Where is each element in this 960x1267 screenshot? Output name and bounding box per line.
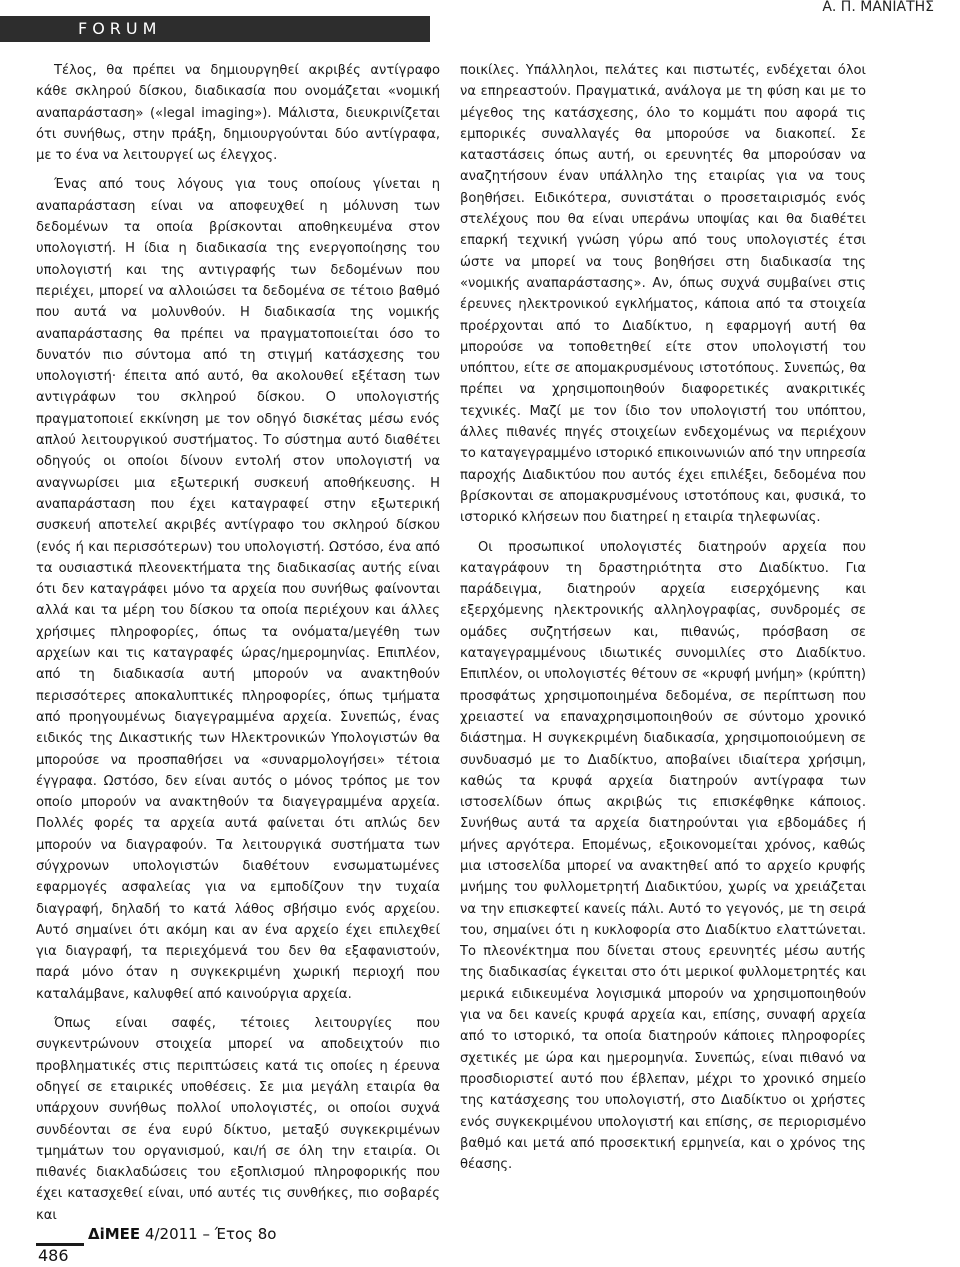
journal-name: ΔiΜΕΕ (88, 1225, 141, 1243)
paragraph: Οι προσωπικοί υπολογιστές διατηρούν αρχεία που καταγράφουν τη δραστηριότητα στο Διαδίκτυο. Για παράδειγμα, διατηρούν αρχεία εισερχόμενης και εξερχόμενης ηλεκτρονικής αλληλογραφίας, συνδρομές σε ομάδες συζητήσεων και, πιθανώς, πρόσβαση σε καταγεγραμμένους ιδιωτικές συνομιλίες στο Διαδίκτυο. Επιπλέον, οι υπολογιστές θέτουν σε «κρυφή μνήμη» (κρύπτη) προσφάτως χρησιμοποιημένα δεδομένα, σε περίπτωση που χρειαστεί να επαναχρησιμοποιηθούν σε σύντομο χρονικό διάστημα. Η συγκεκριμένη διαδικασία, χρησιμοποιούμενη σε συνδυασμό με το Διαδίκτυο, αποβαίνει ιδιαίτερα χρήσιμη, καθώς τα κρυφά αρχεία διατηρούν αντίγραφα των ιστοσελίδων όπως ακριβώς τις επισκέφθηκε κάποιος. Συνήθως αυτά τα αρχεία διατηρούνται για εβδομάδες ή μήνες αργότερα. Επομένως, εξοικονομείται χρόνος, καθώς μια ιστοσελίδα μπορεί να ανακτηθεί από το αρχείο κρυφής μνήμης του φυλλομετρητή Διαδικτύου, χωρίς να χρειάζεται να την επισκεφτεί κανείς πάλι. Αυτό το γεγονός, με τη σειρά του, σημαίνει ότι η κυκλοφορία στο Διαδίκτυο ελαττώνεται. Το πλεονέκτημα που δίνεται στους ερευνητές μέσω αυτής της διαδικασίας έγκειται στο ότι μερικοί φυλλομετρητές και μερικά ειδικευμένα λογισμικά μπορούν να χρησιμοποιηθούν για να δει κανείς κρυφά αρχεία και, επίσης, συναφή αρχεία από το ιστορικό, τα οποία διατηρούν κάποιες πληροφορίες σχετικές με ώρα και ημερομηνία. Συνεπώς, είναι πιθανό να προσδιοριστεί αυτό που έβλεπαν, μέχρι το χρονικό σημείο της κατάσχεσης του υπολογιστή, στο Διαδίκτυο οι χρήστες ενός συγκεκριμένου υπολογιστή και επίσης, σε περιορισμένο βαθμό και μετά από προσεκτική ερμηνεία, και ο χρόνος της θέασης. (460, 539, 866, 1173)
journal-issue: 4/2011 – Έτος 8ο (144, 1225, 277, 1243)
author-header: Α. Π. ΜΑΝΙΑΤΗΣ (822, 0, 934, 15)
paragraph: ποικίλες. Υπάλληλοι, πελάτες και πιστωτές, ενδέχεται όλοι να επηρεαστούν. Πραγματικά, ανάλογα με τη φύση και με το μέγεθος της κατάσχεσης, όλο το κομμάτι που αφορά τις εμπορικές συναλλαγές θα μπορούσε να διακοπεί. Σε καταστάσεις όπως αυτή, οι ερευνητές θα μπορούσαν να αναζητήσουν έναν υπάλληλο της εταιρίας για να τους βοηθήσει. Ειδικότερα, συνιστάται ο προσεταιρισμός ενός στελέχους που θα είναι υπεράνω υποψίας και θα διαθέτει επαρκή τεχνική γνώση γύρω από τους υπολογιστές έτσι ώστε να μπορεί να τους βοηθήσει στη διαδικασία της «νομικής αναπαράστασης». Αν, όπως συχνά συμβαίνει στις έρευνες ηλεκτρονικού εγκλήματος, κάποια από τα στοιχεία προέρχονται από το Διαδίκτυο, η εφαρμογή αυτή θα μπορούσε να τοποθετηθεί είτε στον υπολογιστή του υπόπτου, είτε σε απομακρυσμένους ιστοτόπους. Συνεπώς, θα πρέπει να χρησιμοποιηθούν διαφορετικές ανακριτικές τεχνικές. Μαζί με τον ίδιο τον υπολογιστή του υπόπτου, άλλες πιθανές πηγές στοιχείων ενδεχομένως να περιέχουν το καταγεγραμμένο ιστορικό επικοινωνιών από την υπηρεσία παροχής Διαδικτύου που αυτός έχει επιλέξει, δεδομένα που βρίσκονται σε απομακρυσμένους ιστοτόπους και, φυσικά, το ιστορικό κλήσεων που διατηρεί η εταιρία τηλεφωνίας. (460, 63, 866, 526)
paragraph: Ένας από τους λόγους για τους οποίους γίνεται η αναπαράσταση είναι να αποφευχθεί η μόλυνση των δεδομένων τα οποία βρίσκονται αποθηκευμένα στον υπολογιστή. Η ίδια η διαδικασία της ενεργοποίησης του υπολογιστή και της αντιγραφής των δεδομένων που περιέχει, μπορεί να αλλοιώσει τα δεδομένα σε τέτοιο βαθμό που αυτά να μολυνθούν. Η διαδικασία της νομικής αναπαράστασης θα πρέπει να πραγματοποιείται όσο το δυνατόν πιο σύντομα από τη στιγμή κατάσχεσης του υπολογιστή· έπειτα από αυτό, θα ακολουθεί εξέταση των αντιγράφων του σκληρού δίσκου. Ο υπολογιστής πραγματοποιεί εκκίνηση με τον οδηγό δισκέτας μέσω ενός απλού λειτουργικού συστήματος. Το σύστημα αυτό διαθέτει οδηγούς οι οποίοι δίνουν εντολή στον υπολογιστή να αναγνωρίσει μια εξωτερική συσκευή αποθήκευσης. Η αναπαράσταση που έχει καταγραφεί στην εξωτερική συσκευή αποτελεί ακριβές αντίγραφο του σκληρού δίσκου (ενός ή και περισσότερων) του υπολογιστή. Ωστόσο, ένα από τα ουσιαστικά πλεονεκτήματα της διαδικασίας αυτής είναι ότι δεν καταγράφει μόνο τα αρχεία που συνήθως φαίνονται αλλά και τα μέρη του δίσκου τα οποία περιέχουν και άλλες χρήσιμες πληροφορίες, όπως τα ονόματα/μεγέθη των αρχείων και τις καταγραφές ώρας/ημερομηνίας. Επιπλέον, από τη διαδικασία αυτή μπορούν να ανακτηθούν περισσότερες αποκαλυπτικές πληροφορίες, όπως τμήματα από προηγουμένως διαγεγραμμένα αρχεία. Συνεπώς, ένας ειδικός της Δικαστικής των Ηλεκτρονικών Υπολογιστών θα μπορούσε να προσπαθήσει να «συναρμολογήσει» τέτοια έγγραφα. Ωστόσο, δεν είναι αυτός ο μόνος τρόπος με τον οποίο μπορούν να ανακτηθούν τα διαγεγραμμένα αρχεία. Πολλές φορές τα αρχεία αυτά φαίνεται ότι απλώς δεν μπορούν να διαγραφούν. Τα λειτουργικά συστήματα των σύγχρονων υπολογιστών διαθέτουν ενσωματωμένες εφαρμογές ασφαλείας για να εμποδίζουν την τυχαία διαγραφή, δηλαδή το κατά λάθος σβήσιμο ενός αρχείου. Αυτό σημαίνει ότι ακόμη και αν ένα αρχείο έχει επιλεχθεί για διαγραφή, τα περιεχόμενά του δεν θα εξαφανιστούν, παρά μόνο όταν η συγκεκριμένη χωρική περιοχή που καταλάμβανε, καλυφθεί από καινούργια αρχεία. (36, 177, 440, 1002)
section-label: FORUM (78, 19, 162, 38)
left-column (36, 60, 440, 1226)
section-header-band (0, 16, 430, 42)
paragraph: Όπως είναι σαφές, τέτοιες λειτουργίες που συγκεντρώνουν στοιχεία μπορεί να αποδειχτούν πιο προβληματικές στις περιπτώσεις κατά τις οποίες η έρευνα οδηγεί σε εταιρικές υποθέσεις. Σε μια μεγάλη εταιρία θα υπάρχουν συνήθως πολλοί υπολογιστές, οι οποίοι συχνά συνδέονται σε ένα ευρύ δίκτυο, μεταξύ συγκεκριμένων τμημάτων του οργανισμού, και/ή σε όλη την εταιρία. Οι πιθανές διακλαδώσεις του εξοπλισμού πληροφορικής που έχει κατασχεθεί είναι, υπό αυτές τις συνθήκες, πιο σοβαρές και (36, 1016, 440, 1223)
page-number: 486 (38, 1246, 69, 1265)
right-column (460, 60, 866, 1175)
paragraph: Τέλος, θα πρέπει να δημιουργηθεί ακριβές αντίγραφο κάθε σκληρού δίσκου, διαδικασία που ονομάζεται «νομική αναπαράσταση» («legal imaging»). Μάλιστα, διευκρινίζεται ότι συνήθως, στην πράξη, δημιουργούνται δύο αντίγραφα, με το ένα να λειτουργεί ως έλεγχος. (36, 63, 440, 164)
journal-footer (88, 1225, 276, 1243)
